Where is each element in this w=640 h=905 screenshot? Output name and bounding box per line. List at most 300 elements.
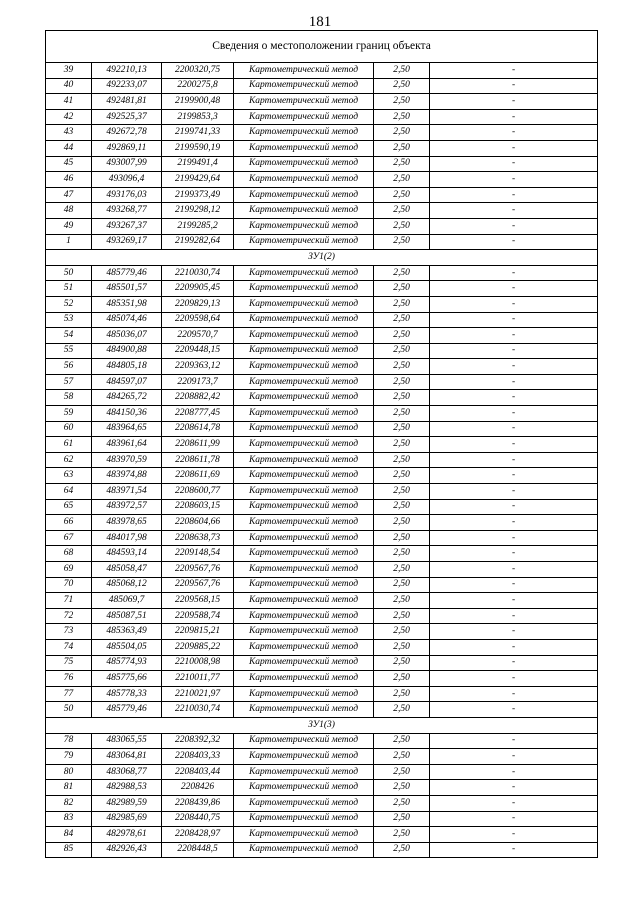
table-row [46,437,598,453]
accuracy-cell: 2,50 [374,406,430,422]
accuracy-cell: 2,50 [374,780,430,796]
note-cell: - [430,608,598,624]
coord-x-cell: 483971,54 [92,484,162,500]
accuracy-cell: 2,50 [374,795,430,811]
accuracy-cell: 2,50 [374,546,430,562]
method-cell: Картометрический метод [234,702,374,718]
point-number-cell: 79 [46,749,92,765]
table-row [46,749,598,765]
point-number-cell: 59 [46,406,92,422]
point-number-cell: 54 [46,328,92,344]
note-cell: - [430,156,598,172]
method-cell: Картометрический метод [234,827,374,843]
table-row [46,452,598,468]
coord-x-cell: 485069,7 [92,593,162,609]
method-cell: Картометрический метод [234,359,374,375]
method-cell: Картометрический метод [234,63,374,79]
method-cell: Картометрический метод [234,125,374,141]
point-number-cell: 60 [46,421,92,437]
note-cell: - [430,671,598,687]
coord-y-cell: 2209588,74 [162,608,234,624]
coord-y-cell: 2200275,8 [162,78,234,94]
accuracy-cell: 2,50 [374,312,430,328]
accuracy-cell: 2,50 [374,577,430,593]
coord-y-cell: 2208439,86 [162,795,234,811]
table-row [46,702,598,718]
point-number-cell: 39 [46,63,92,79]
coord-y-cell: 2208611,78 [162,452,234,468]
accuracy-cell: 2,50 [374,328,430,344]
method-cell: Картометрический метод [234,655,374,671]
note-cell: - [430,312,598,328]
accuracy-cell: 2,50 [374,359,430,375]
table-row [46,546,598,562]
note-cell: - [430,234,598,250]
accuracy-cell: 2,50 [374,78,430,94]
note-cell: - [430,328,598,344]
accuracy-cell: 2,50 [374,296,430,312]
point-number-cell: 40 [46,78,92,94]
coord-y-cell: 2199853,3 [162,109,234,125]
table-row [46,764,598,780]
coord-y-cell: 2209567,76 [162,577,234,593]
method-cell: Картометрический метод [234,234,374,250]
accuracy-cell: 2,50 [374,484,430,500]
note-cell: - [430,655,598,671]
coord-x-cell: 483972,57 [92,499,162,515]
table-row [46,593,598,609]
coord-x-cell: 485774,93 [92,655,162,671]
coord-y-cell: 2208392,32 [162,733,234,749]
note-cell: - [430,593,598,609]
table-row [46,515,598,531]
method-cell: Картометрический метод [234,499,374,515]
coord-x-cell: 482926,43 [92,842,162,858]
point-number-cell: 84 [46,827,92,843]
point-number-cell: 52 [46,296,92,312]
coord-y-cell: 2199900,48 [162,94,234,110]
table-row [46,406,598,422]
point-number-cell: 77 [46,686,92,702]
coord-y-cell: 2208426 [162,780,234,796]
point-number-cell: 68 [46,546,92,562]
table-row [46,94,598,110]
coord-x-cell: 492481,81 [92,94,162,110]
method-cell: Картометрический метод [234,795,374,811]
coord-y-cell: 2209815,21 [162,624,234,640]
point-number-cell: 55 [46,343,92,359]
coord-y-cell: 2209173,7 [162,374,234,390]
table-row [46,655,598,671]
table-row [46,78,598,94]
note-cell: - [430,686,598,702]
point-number-cell: 82 [46,795,92,811]
accuracy-cell: 2,50 [374,655,430,671]
method-cell: Картометрический метод [234,452,374,468]
accuracy-cell: 2,50 [374,452,430,468]
method-cell: Картометрический метод [234,842,374,858]
point-number-cell: 42 [46,109,92,125]
note-cell: - [430,187,598,203]
accuracy-cell: 2,50 [374,63,430,79]
section-header-row [46,717,598,733]
coord-x-cell: 485504,05 [92,639,162,655]
method-cell: Картометрический метод [234,390,374,406]
coord-x-cell: 483964,65 [92,421,162,437]
coord-x-cell: 493007,99 [92,156,162,172]
coord-x-cell: 485058,47 [92,562,162,578]
coord-y-cell: 2208611,99 [162,437,234,453]
method-cell: Картометрический метод [234,312,374,328]
point-number-cell: 78 [46,733,92,749]
point-number-cell: 51 [46,281,92,297]
accuracy-cell: 2,50 [374,733,430,749]
method-cell: Картометрический метод [234,530,374,546]
accuracy-cell: 2,50 [374,530,430,546]
point-number-cell: 65 [46,499,92,515]
note-cell: - [430,94,598,110]
method-cell: Картометрический метод [234,328,374,344]
table-title: Сведения о местоположении границ объекта [46,31,598,63]
coord-x-cell: 485775,66 [92,671,162,687]
point-number-cell: 50 [46,265,92,281]
point-number-cell: 69 [46,562,92,578]
note-cell: - [430,374,598,390]
table-row [46,842,598,858]
coord-x-cell: 483970,59 [92,452,162,468]
coord-y-cell: 2209829,13 [162,296,234,312]
accuracy-cell: 2,50 [374,624,430,640]
coord-x-cell: 493268,77 [92,203,162,219]
method-cell: Картометрический метод [234,811,374,827]
table-row [46,63,598,79]
note-cell: - [430,125,598,141]
coord-x-cell: 483065,55 [92,733,162,749]
method-cell: Картометрический метод [234,749,374,765]
note-cell: - [430,140,598,156]
accuracy-cell: 2,50 [374,234,430,250]
coord-y-cell: 2209363,12 [162,359,234,375]
table-row [46,421,598,437]
table-row [46,624,598,640]
coord-x-cell: 492210,13 [92,63,162,79]
accuracy-cell: 2,50 [374,499,430,515]
coord-y-cell: 2208777,45 [162,406,234,422]
method-cell: Картометрический метод [234,296,374,312]
method-cell: Картометрический метод [234,406,374,422]
coord-y-cell: 2200320,75 [162,63,234,79]
accuracy-cell: 2,50 [374,749,430,765]
point-number-cell: 41 [46,94,92,110]
table-row [46,140,598,156]
coord-y-cell: 2209570,7 [162,328,234,344]
note-cell: - [430,343,598,359]
point-number-cell: 64 [46,484,92,500]
note-cell: - [430,390,598,406]
point-number-cell: 46 [46,172,92,188]
coord-x-cell: 485087,51 [92,608,162,624]
method-cell: Картометрический метод [234,577,374,593]
accuracy-cell: 2,50 [374,94,430,110]
accuracy-cell: 2,50 [374,764,430,780]
note-cell: - [430,452,598,468]
note-cell: - [430,468,598,484]
coord-x-cell: 492672,78 [92,125,162,141]
coord-y-cell: 2210030,74 [162,265,234,281]
coord-y-cell: 2208600,77 [162,484,234,500]
note-cell: - [430,484,598,500]
method-cell: Картометрический метод [234,437,374,453]
coord-x-cell: 493176,03 [92,187,162,203]
note-cell: - [430,421,598,437]
coord-x-cell: 483064,81 [92,749,162,765]
point-number-cell: 81 [46,780,92,796]
method-cell: Картометрический метод [234,218,374,234]
table-row [46,359,598,375]
coord-x-cell: 485068,12 [92,577,162,593]
table-row [46,795,598,811]
coord-y-cell: 2199285,2 [162,218,234,234]
coord-y-cell: 2199491,4 [162,156,234,172]
method-cell: Картометрический метод [234,468,374,484]
coord-x-cell: 483961,64 [92,437,162,453]
note-cell: - [430,530,598,546]
accuracy-cell: 2,50 [374,125,430,141]
coord-y-cell: 2199590,19 [162,140,234,156]
note-cell: - [430,780,598,796]
coord-y-cell: 2208603,15 [162,499,234,515]
table-row [46,639,598,655]
method-cell: Картометрический метод [234,624,374,640]
table-row [46,281,598,297]
coord-y-cell: 2209905,45 [162,281,234,297]
method-cell: Картометрический метод [234,686,374,702]
coord-x-cell: 482988,53 [92,780,162,796]
note-cell: - [430,203,598,219]
point-number-cell: 58 [46,390,92,406]
accuracy-cell: 2,50 [374,827,430,843]
point-number-cell: 63 [46,468,92,484]
table-row [46,468,598,484]
coord-x-cell: 484593,14 [92,546,162,562]
coord-x-cell: 485779,46 [92,702,162,718]
coord-y-cell: 2208403,33 [162,749,234,765]
method-cell: Картометрический метод [234,374,374,390]
note-cell: - [430,281,598,297]
method-cell: Картометрический метод [234,343,374,359]
coord-y-cell: 2210008,98 [162,655,234,671]
note-cell: - [430,406,598,422]
point-number-cell: 56 [46,359,92,375]
note-cell: - [430,63,598,79]
point-number-cell: 66 [46,515,92,531]
coord-x-cell: 483978,65 [92,515,162,531]
table-row [46,172,598,188]
coord-x-cell: 485501,57 [92,281,162,297]
method-cell: Картометрический метод [234,187,374,203]
note-cell: - [430,842,598,858]
point-number-cell: 53 [46,312,92,328]
method-cell: Картометрический метод [234,608,374,624]
point-number-cell: 67 [46,530,92,546]
coord-y-cell: 2209148,54 [162,546,234,562]
accuracy-cell: 2,50 [374,203,430,219]
method-cell: Картометрический метод [234,421,374,437]
point-number-cell: 44 [46,140,92,156]
table-title-row [46,31,598,63]
accuracy-cell: 2,50 [374,562,430,578]
accuracy-cell: 2,50 [374,639,430,655]
method-cell: Картометрический метод [234,109,374,125]
coord-x-cell: 493267,37 [92,218,162,234]
coord-y-cell: 2199429,64 [162,172,234,188]
note-cell: - [430,265,598,281]
coord-y-cell: 2210011,77 [162,671,234,687]
coord-y-cell: 2208604,66 [162,515,234,531]
accuracy-cell: 2,50 [374,140,430,156]
note-cell: - [430,764,598,780]
table-row [46,827,598,843]
method-cell: Картометрический метод [234,546,374,562]
point-number-cell: 48 [46,203,92,219]
point-number-cell: 57 [46,374,92,390]
table-row [46,296,598,312]
method-cell: Картометрический метод [234,203,374,219]
note-cell: - [430,296,598,312]
point-number-cell: 50 [46,702,92,718]
coord-x-cell: 482978,61 [92,827,162,843]
coord-y-cell: 2210021,97 [162,686,234,702]
accuracy-cell: 2,50 [374,172,430,188]
note-cell: - [430,795,598,811]
note-cell: - [430,639,598,655]
coord-x-cell: 485779,46 [92,265,162,281]
table-row [46,328,598,344]
accuracy-cell: 2,50 [374,702,430,718]
accuracy-cell: 2,50 [374,390,430,406]
point-number-cell: 61 [46,437,92,453]
note-cell: - [430,172,598,188]
coord-y-cell: 2199741,33 [162,125,234,141]
method-cell: Картометрический метод [234,733,374,749]
accuracy-cell: 2,50 [374,187,430,203]
note-cell: - [430,359,598,375]
section-label: ЗУ1(2) [46,250,598,266]
note-cell: - [430,733,598,749]
table-row [46,671,598,687]
coord-x-cell: 485036,07 [92,328,162,344]
table-row [46,608,598,624]
table-row [46,234,598,250]
accuracy-cell: 2,50 [374,421,430,437]
coord-y-cell: 2209568,15 [162,593,234,609]
note-cell: - [430,109,598,125]
table-row [46,484,598,500]
point-number-cell: 73 [46,624,92,640]
point-number-cell: 62 [46,452,92,468]
note-cell: - [430,546,598,562]
accuracy-cell: 2,50 [374,218,430,234]
method-cell: Картометрический метод [234,515,374,531]
coord-x-cell: 484150,36 [92,406,162,422]
coord-x-cell: 482985,69 [92,811,162,827]
method-cell: Картометрический метод [234,780,374,796]
section-header-row [46,250,598,266]
method-cell: Картометрический метод [234,484,374,500]
coord-x-cell: 484017,98 [92,530,162,546]
method-cell: Картометрический метод [234,156,374,172]
note-cell: - [430,78,598,94]
accuracy-cell: 2,50 [374,811,430,827]
point-number-cell: 45 [46,156,92,172]
coord-x-cell: 483068,77 [92,764,162,780]
table-row [46,109,598,125]
table-row [46,686,598,702]
note-cell: - [430,515,598,531]
accuracy-cell: 2,50 [374,109,430,125]
table-row [46,530,598,546]
coord-y-cell: 2208428,97 [162,827,234,843]
coord-y-cell: 2208614,78 [162,421,234,437]
method-cell: Картометрический метод [234,562,374,578]
method-cell: Картометрический метод [234,639,374,655]
table-row [46,733,598,749]
point-number-cell: 47 [46,187,92,203]
point-number-cell: 74 [46,639,92,655]
table-row [46,156,598,172]
coord-y-cell: 2210030,74 [162,702,234,718]
coord-y-cell: 2208448,5 [162,842,234,858]
note-cell: - [430,437,598,453]
note-cell: - [430,562,598,578]
table-row [46,265,598,281]
coord-y-cell: 2208440,75 [162,811,234,827]
method-cell: Картометрический метод [234,265,374,281]
accuracy-cell: 2,50 [374,437,430,453]
table-row [46,343,598,359]
coord-y-cell: 2209567,76 [162,562,234,578]
point-number-cell: 71 [46,593,92,609]
coord-x-cell: 483974,88 [92,468,162,484]
coord-x-cell: 485074,46 [92,312,162,328]
accuracy-cell: 2,50 [374,343,430,359]
method-cell: Картометрический метод [234,764,374,780]
table-row [46,125,598,141]
accuracy-cell: 2,50 [374,608,430,624]
accuracy-cell: 2,50 [374,515,430,531]
coord-y-cell: 2209598,64 [162,312,234,328]
method-cell: Картометрический метод [234,172,374,188]
coord-y-cell: 2199282,64 [162,234,234,250]
coord-x-cell: 482989,59 [92,795,162,811]
coord-y-cell: 2199298,12 [162,203,234,219]
coord-y-cell: 2208882,42 [162,390,234,406]
boundary-coordinates-table [45,30,598,858]
table-row [46,780,598,796]
coord-x-cell: 484597,07 [92,374,162,390]
coord-x-cell: 485363,49 [92,624,162,640]
coord-x-cell: 493096,4 [92,172,162,188]
table-row [46,390,598,406]
point-number-cell: 76 [46,671,92,687]
point-number-cell: 43 [46,125,92,141]
point-number-cell: 85 [46,842,92,858]
accuracy-cell: 2,50 [374,593,430,609]
point-number-cell: 1 [46,234,92,250]
note-cell: - [430,624,598,640]
method-cell: Картометрический метод [234,281,374,297]
accuracy-cell: 2,50 [374,281,430,297]
